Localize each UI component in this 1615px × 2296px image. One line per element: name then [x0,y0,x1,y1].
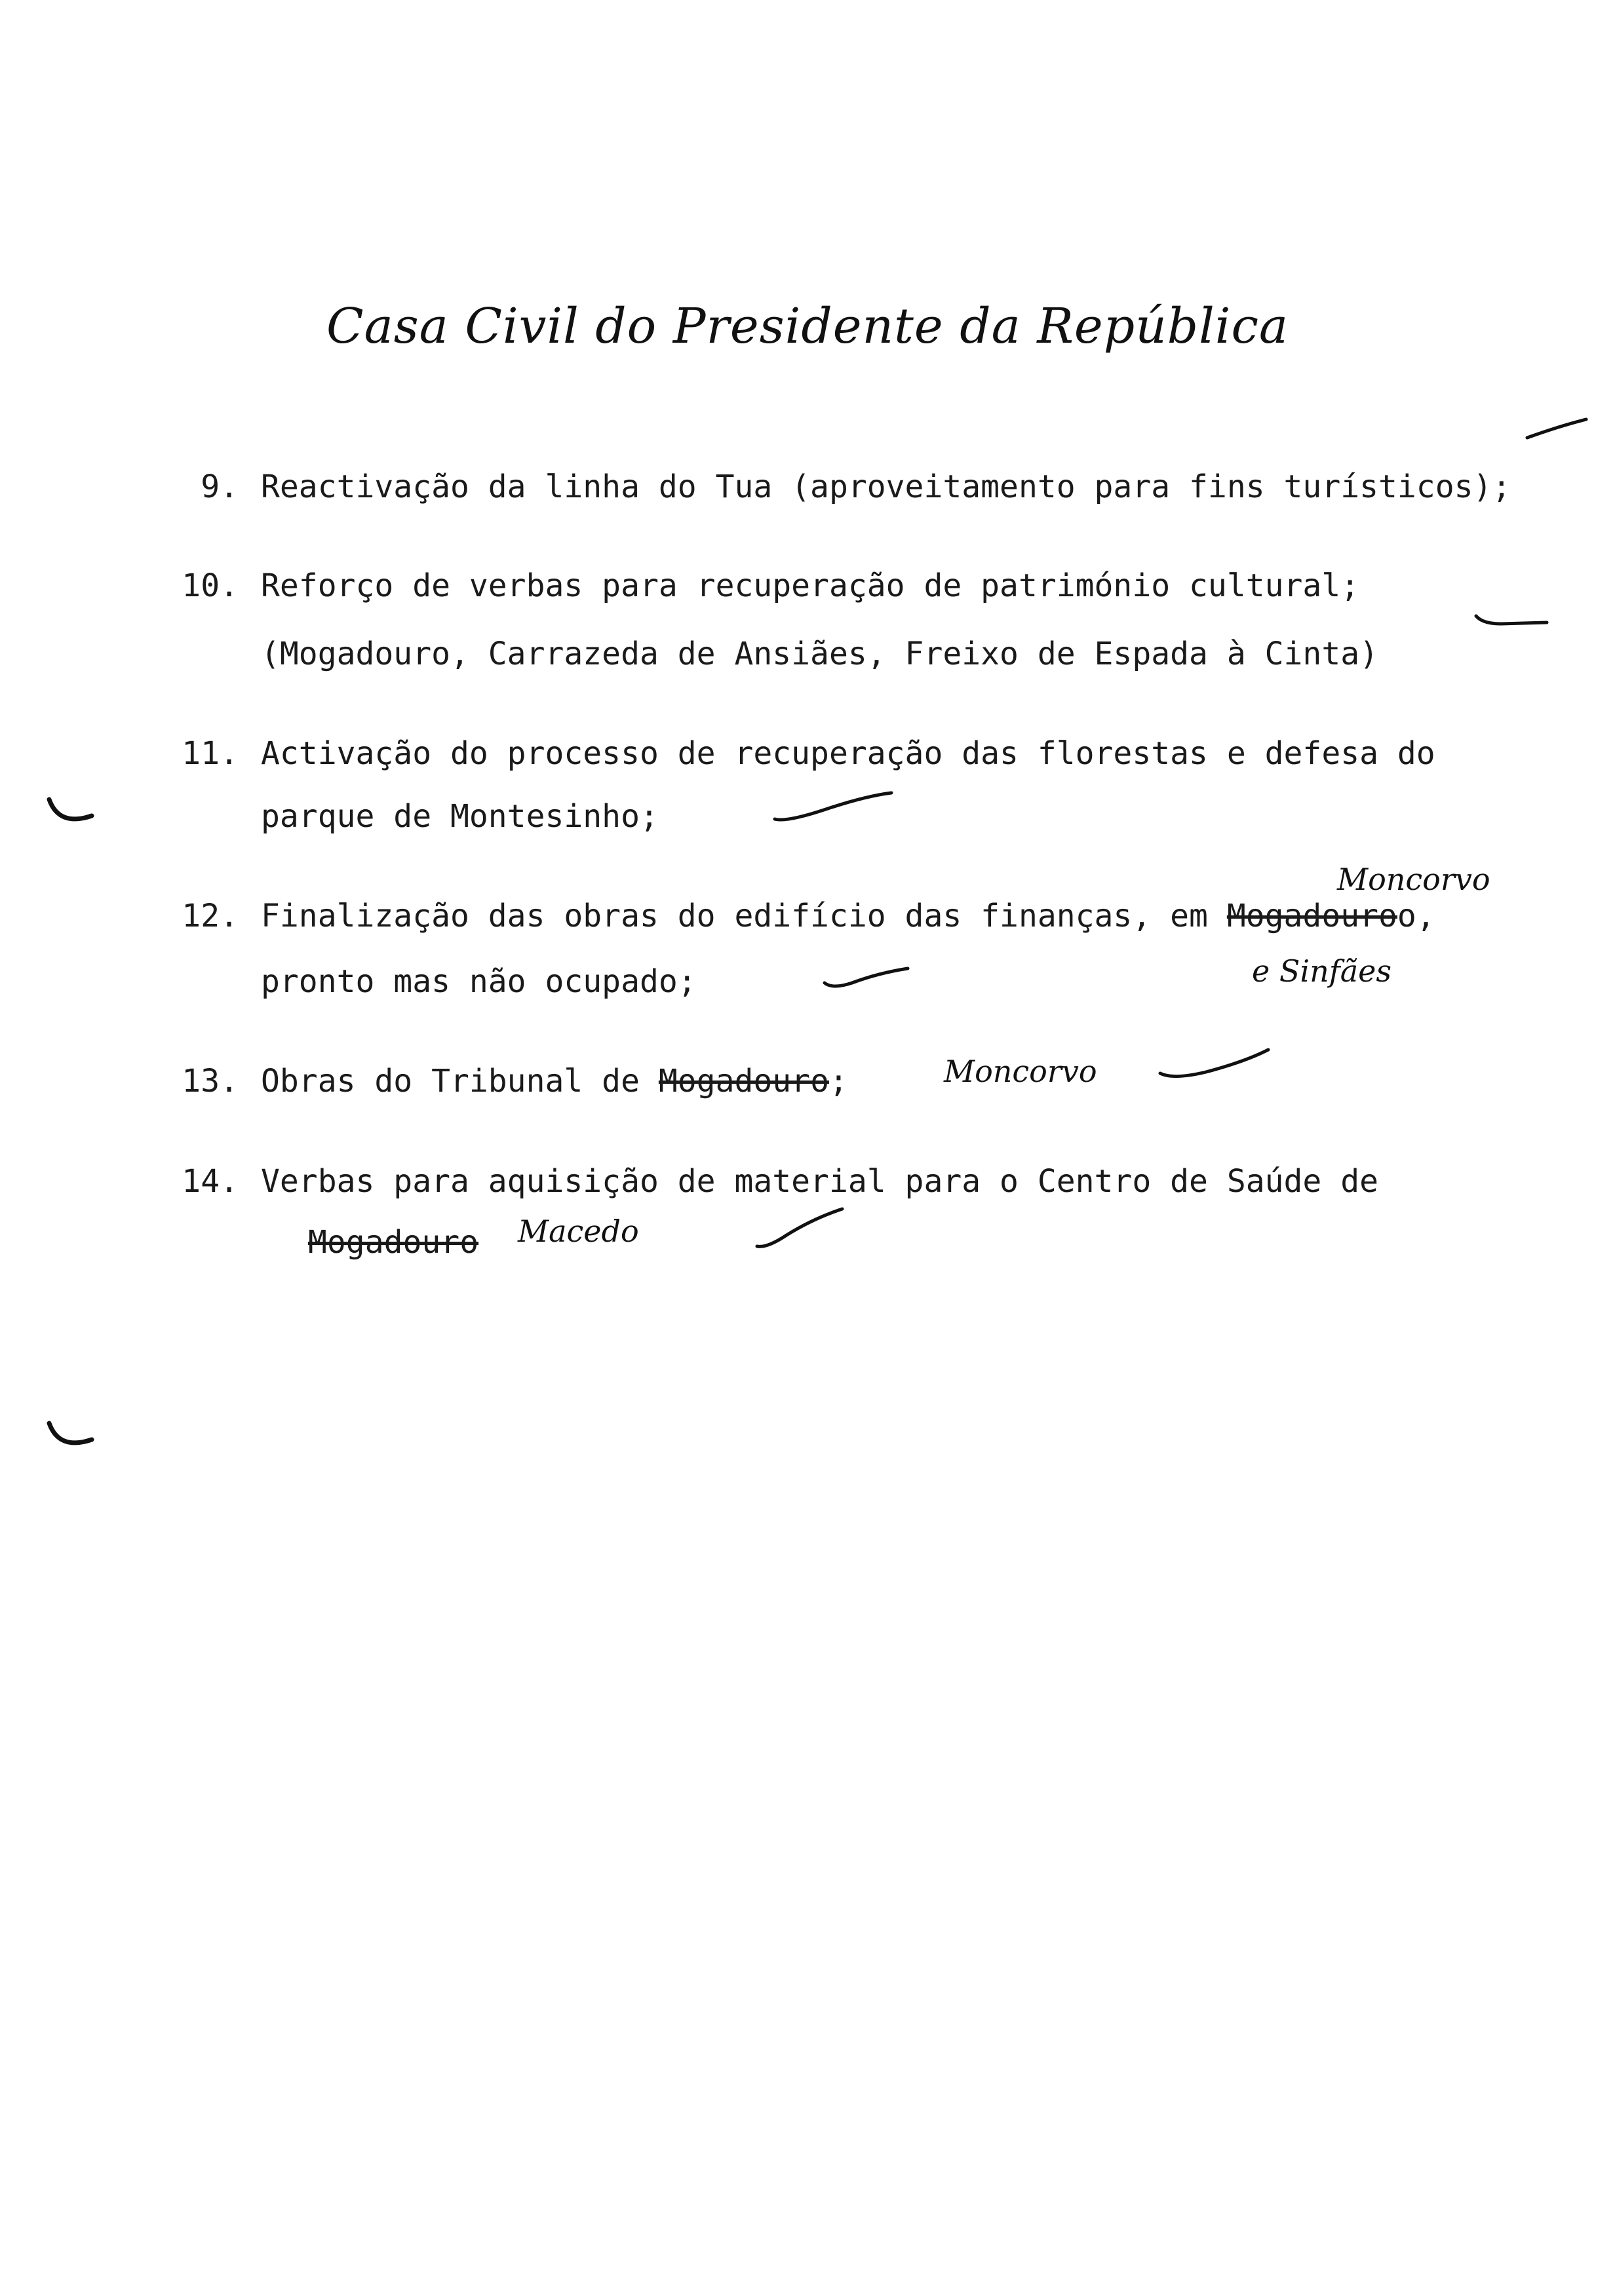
punch-hole-mark [49,799,92,819]
handwritten-note: e Sinfães [1252,953,1391,989]
list-item-12-continuation: pronto mas não ocupado; [261,963,697,1000]
item-number: 13. [182,1063,239,1100]
list-item-14-continuation: Mogadouro [308,1224,479,1261]
tick-mark [775,793,891,820]
item-text-end: ; [828,1063,848,1100]
item-number: 14. [182,1163,239,1200]
item-number: 10. [182,567,239,604]
letterhead: Casa Civil do Presidente da República [326,298,1289,354]
item-number: 9. [201,469,239,505]
list-item-10-continuation: (Mogadouro, Carrazeda de Ansiães, Freixo de Espada à Cinta) [261,636,1379,672]
item-number: 11. [182,735,239,772]
punch-hole-mark [49,1423,92,1443]
item-text-end: o, [1397,898,1435,934]
list-item-11-continuation: parque de Montesinho; [261,798,659,835]
item-text: Reforço de verbas para recuperação de património cultural; [261,567,1360,604]
item-text: Verbas para aquisição de material para o Centro de Saúde de [261,1163,1379,1200]
tick-mark [1476,616,1547,624]
tick-mark [1527,419,1586,438]
tick-mark [757,1209,842,1246]
handwritten-note: Moncorvo [944,1054,1097,1089]
item-number: 12. [182,898,239,934]
struck-text: Mogadouro [1226,898,1397,934]
handwritten-note: Moncorvo [1337,862,1490,897]
tick-mark [1160,1050,1268,1077]
item-text: Obras do Tribunal de [261,1063,659,1100]
handwritten-note: Macedo [518,1214,639,1249]
item-text: Reactivação da linha do Tua (aproveitamento para fins turísticos); [261,469,1511,505]
item-text: Activação do processo de recuperação das florestas e defesa do [261,735,1435,772]
item-text: Finalização das obras do edifício das finanças, em [261,898,1227,934]
struck-text: Mogadouro [658,1063,829,1100]
tick-mark [825,968,908,986]
